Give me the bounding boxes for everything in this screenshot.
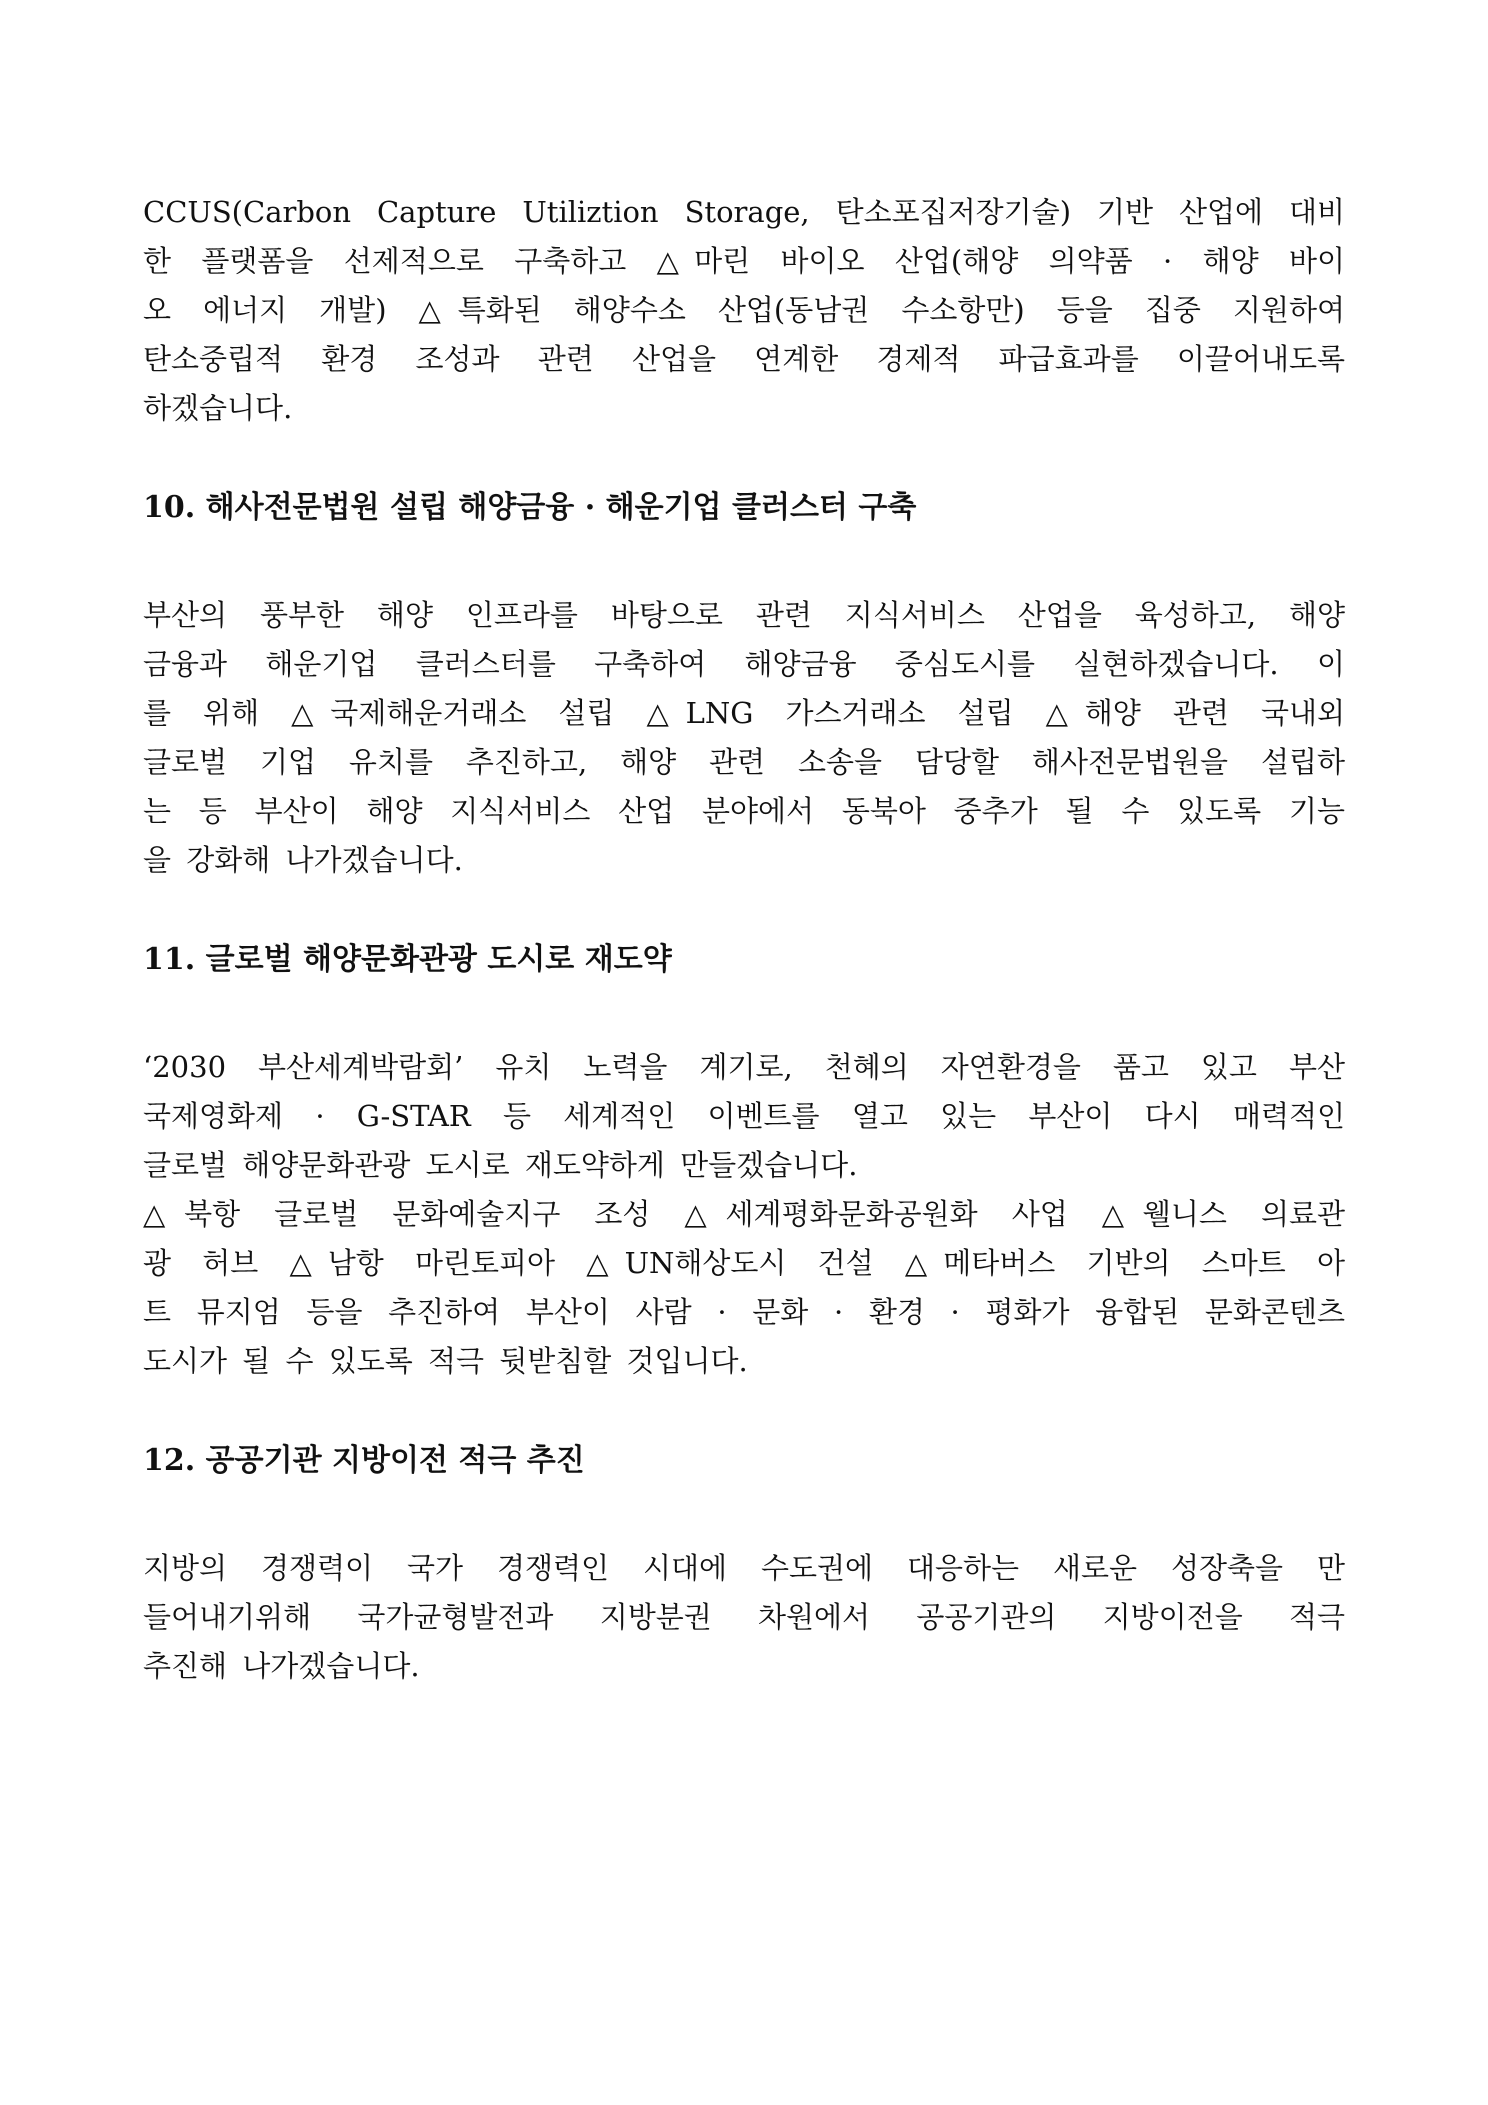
text-line: 트 뮤지엄 등을 추진하여 부산이 사람 · 문화 · 환경 · 평화가 융합된 문화콘텐츠	[143, 1295, 1345, 1329]
text-line: 는 등 부산이 해양 지식서비스 산업 분야에서 동북아 중추가 될 수 있도록 기능	[143, 794, 1345, 828]
text-line: △북항 글로벌 문화예술지구 조성 △세계평화문화공원화 사업 △웰니스 의료관	[143, 1197, 1345, 1231]
intro-paragraph	[143, 188, 1345, 433]
text-line: 하겠습니다.	[143, 391, 293, 425]
section-12-paragraph	[143, 1544, 1345, 1691]
section-11-paragraph-2	[143, 1190, 1345, 1386]
text-line: 오 에너지 개발) △특화된 해양수소 산업(동남권 수소항만) 등을 집중 지원하여	[143, 293, 1345, 327]
text-line: 국제영화제 · G-STAR 등 세계적인 이벤트를 열고 있는 부산이 다시 매력적인	[143, 1099, 1345, 1133]
text-line: 도시가 될 수 있도록 적극 뒷받침할 것입니다.	[143, 1344, 748, 1378]
text-line: 를 위해 △국제해운거래소 설립 △LNG 가스거래소 설립 △해양 관련 국내외	[143, 696, 1345, 730]
text-line: 지방의 경쟁력이 국가 경쟁력인 시대에 수도권에 대응하는 새로운 성장축을 만	[143, 1551, 1345, 1585]
document-page	[143, 188, 1345, 1691]
text-line: 금융과 해운기업 클러스터를 구축하여 해양금융 중심도시를 실현하겠습니다. 이	[143, 647, 1345, 681]
text-line: 글로벌 기업 유치를 추진하고, 해양 관련 소송을 담당할 해사전문법원을 설립하	[143, 745, 1345, 779]
section-heading-12: 12. 공공기관 지방이전 적극 추진	[143, 1443, 585, 1478]
text-line: 추진해 나가겠습니다.	[143, 1649, 420, 1683]
text-line: CCUS(Carbon Capture Utiliztion Storage, 탄소포집저장기술) 기반 산업에 대비	[143, 195, 1345, 229]
section-heading-10: 10. 해사전문법원 설립 해양금융 · 해운기업 클러스터 구축	[143, 490, 917, 525]
text-line: 부산의 풍부한 해양 인프라를 바탕으로 관련 지식서비스 산업을 육성하고, 해양	[143, 598, 1345, 632]
text-line: ‘2030 부산세계박람회’ 유치 노력을 계기로, 천혜의 자연환경을 품고 있고 부산	[143, 1050, 1345, 1084]
text-line: 들어내기위해 국가균형발전과 지방분권 차원에서 공공기관의 지방이전을 적극	[143, 1600, 1345, 1634]
text-line: 글로벌 해양문화관광 도시로 재도약하게 만들겠습니다.	[143, 1148, 858, 1182]
text-line: 을 강화해 나가겠습니다.	[143, 843, 463, 877]
text-line: 한 플랫폼을 선제적으로 구축하고 △마린 바이오 산업(해양 의약품 · 해양 바이	[143, 244, 1345, 278]
section-10-paragraph	[143, 591, 1345, 885]
text-line: 광 허브 △남항 마린토피아 △UN해상도시 건설 △메타버스 기반의 스마트 아	[143, 1246, 1345, 1280]
section-11-paragraph-1	[143, 1043, 1345, 1190]
text-line: 탄소중립적 환경 조성과 관련 산업을 연계한 경제적 파급효과를 이끌어내도록	[143, 342, 1345, 376]
section-heading-11: 11. 글로벌 해양문화관광 도시로 재도약	[143, 942, 672, 977]
